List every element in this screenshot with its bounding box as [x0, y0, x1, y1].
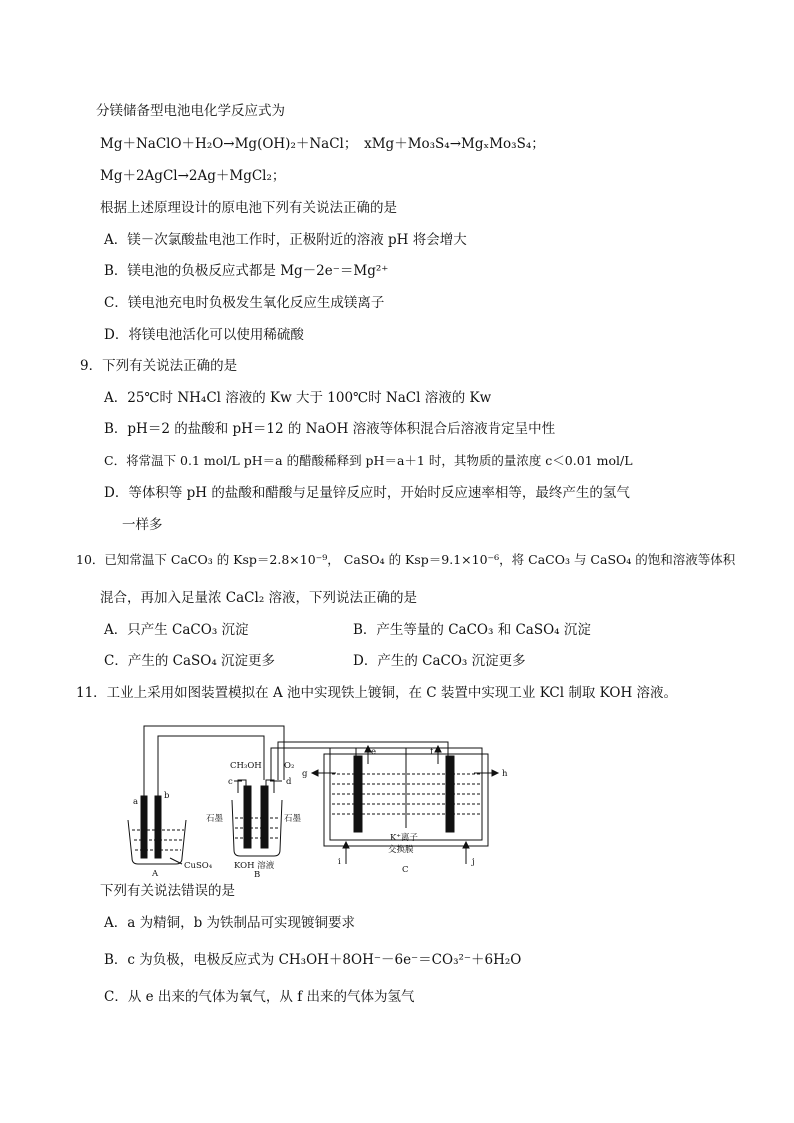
label-h: h — [502, 769, 508, 779]
q9-option-d-cont: 一样多 — [122, 517, 163, 533]
electrochemical-apparatus-diagram — [118, 718, 518, 878]
equation-2: Mg＋2AgCl→2Ag＋MgCl₂； — [100, 168, 286, 184]
equation-1: Mg＋NaClO＋H₂O→Mg(OH)₂＋NaCl； xMg＋Mo₃S₄→MgₓMo₃S₄； — [100, 136, 545, 152]
label-g: g — [302, 769, 308, 779]
q10-option-d: D．产生的 CaCO₃ 沉淀更多 — [353, 653, 526, 669]
label-cuso4: CuSO₄ — [184, 861, 213, 871]
q9-option-a: A．25℃时 NH₄Cl 溶液的 Kw 大于 100℃时 NaCl 溶液的 Kw — [104, 390, 492, 406]
q10-option-c: C．产生的 CaSO₄ 沉淀更多 — [104, 653, 276, 669]
question-11-sub: 下列有关说法错误的是 — [100, 883, 235, 899]
question-stem: 根据上述原理设计的原电池下列有关说法正确的是 — [100, 200, 397, 216]
q9-option-c: C．将常温下 0.1 mol/L pH＝a 的醋酸稀释到 pH＝a＋1 时，其物质的量浓度 c＜0.01 mol/L — [104, 453, 633, 468]
question-10-stem: 10．已知常温下 CaCO₃ 的 Ksp＝2.8×10⁻⁹， CaSO₄ 的 Ksp＝9.1×10⁻⁶，将 CaCO₃ 与 CaSO₄ 的饱和溶液等体积 — [76, 552, 736, 567]
label-b: b — [164, 791, 170, 801]
intro-line: 分镁储备型电池电化学反应式为 — [96, 103, 285, 119]
label-C: C — [402, 865, 409, 875]
q10-option-b: B．产生等量的 CaCO₃ 和 CaSO₄ 沉淀 — [353, 622, 591, 638]
option-a: A．镁－次氯酸盐电池工作时，正极附近的溶液 pH 将会增大 — [104, 232, 467, 248]
q11-option-c: C．从 e 出来的气体为氧气，从 f 出来的气体为氢气 — [104, 989, 415, 1005]
q11-option-b: B．c 为负极，电极反应式为 CH₃OH＋8OH⁻－6e⁻＝CO₃²⁻＋6H₂O — [104, 952, 522, 968]
label-e: e — [371, 747, 377, 757]
question-11-stem: 11．工业上采用如图装置模拟在 A 池中实现铁上镀铜，在 C 装置中实现工业 KCl 制取 KOH 溶液。 — [76, 685, 678, 701]
option-c: C．镁电池充电时负极发生氧化反应生成镁离子 — [104, 295, 385, 311]
q9-option-d: D．等体积等 pH 的盐酸和醋酸与足量锌反应时，开始时反应速率相等，最终产生的氢气 — [104, 485, 630, 501]
option-d: D．将镁电池活化可以使用稀硫酸 — [104, 327, 304, 343]
label-membrane-2: 交换膜 — [388, 845, 414, 855]
question-10-stem-cont: 混合，再加入足量浓 CaCl₂ 溶液，下列说法正确的是 — [100, 590, 418, 606]
label-graphite-left: 石墨 — [206, 814, 224, 824]
label-a: a — [133, 797, 139, 807]
label-d: d — [286, 777, 292, 787]
label-c: c — [228, 777, 233, 787]
option-b: B．镁电池的负极反应式都是 Mg－2e⁻＝Mg²⁺ — [104, 263, 389, 279]
q9-option-b: B．pH＝2 的盐酸和 pH＝12 的 NaOH 溶液等体积混合后溶液肯定呈中性 — [104, 421, 556, 437]
label-membrane-1: K⁺离子 — [390, 833, 418, 843]
label-i: i — [338, 857, 341, 867]
q10-option-a: A．只产生 CaCO₃ 沉淀 — [104, 622, 249, 638]
question-9-stem: 9．下列有关说法正确的是 — [80, 358, 238, 374]
label-ch3oh: CH₃OH — [230, 761, 262, 771]
label-koh: KOH 溶液 — [234, 861, 275, 871]
label-o2: O₂ — [284, 761, 295, 771]
label-B: B — [254, 870, 261, 878]
label-graphite-right: 石墨 — [284, 814, 302, 824]
label-j: j — [472, 857, 475, 867]
label-f: f — [430, 747, 434, 757]
q11-option-a: A．a 为精铜，b 为铁制品可实现镀铜要求 — [104, 915, 356, 931]
label-A: A — [152, 869, 159, 878]
